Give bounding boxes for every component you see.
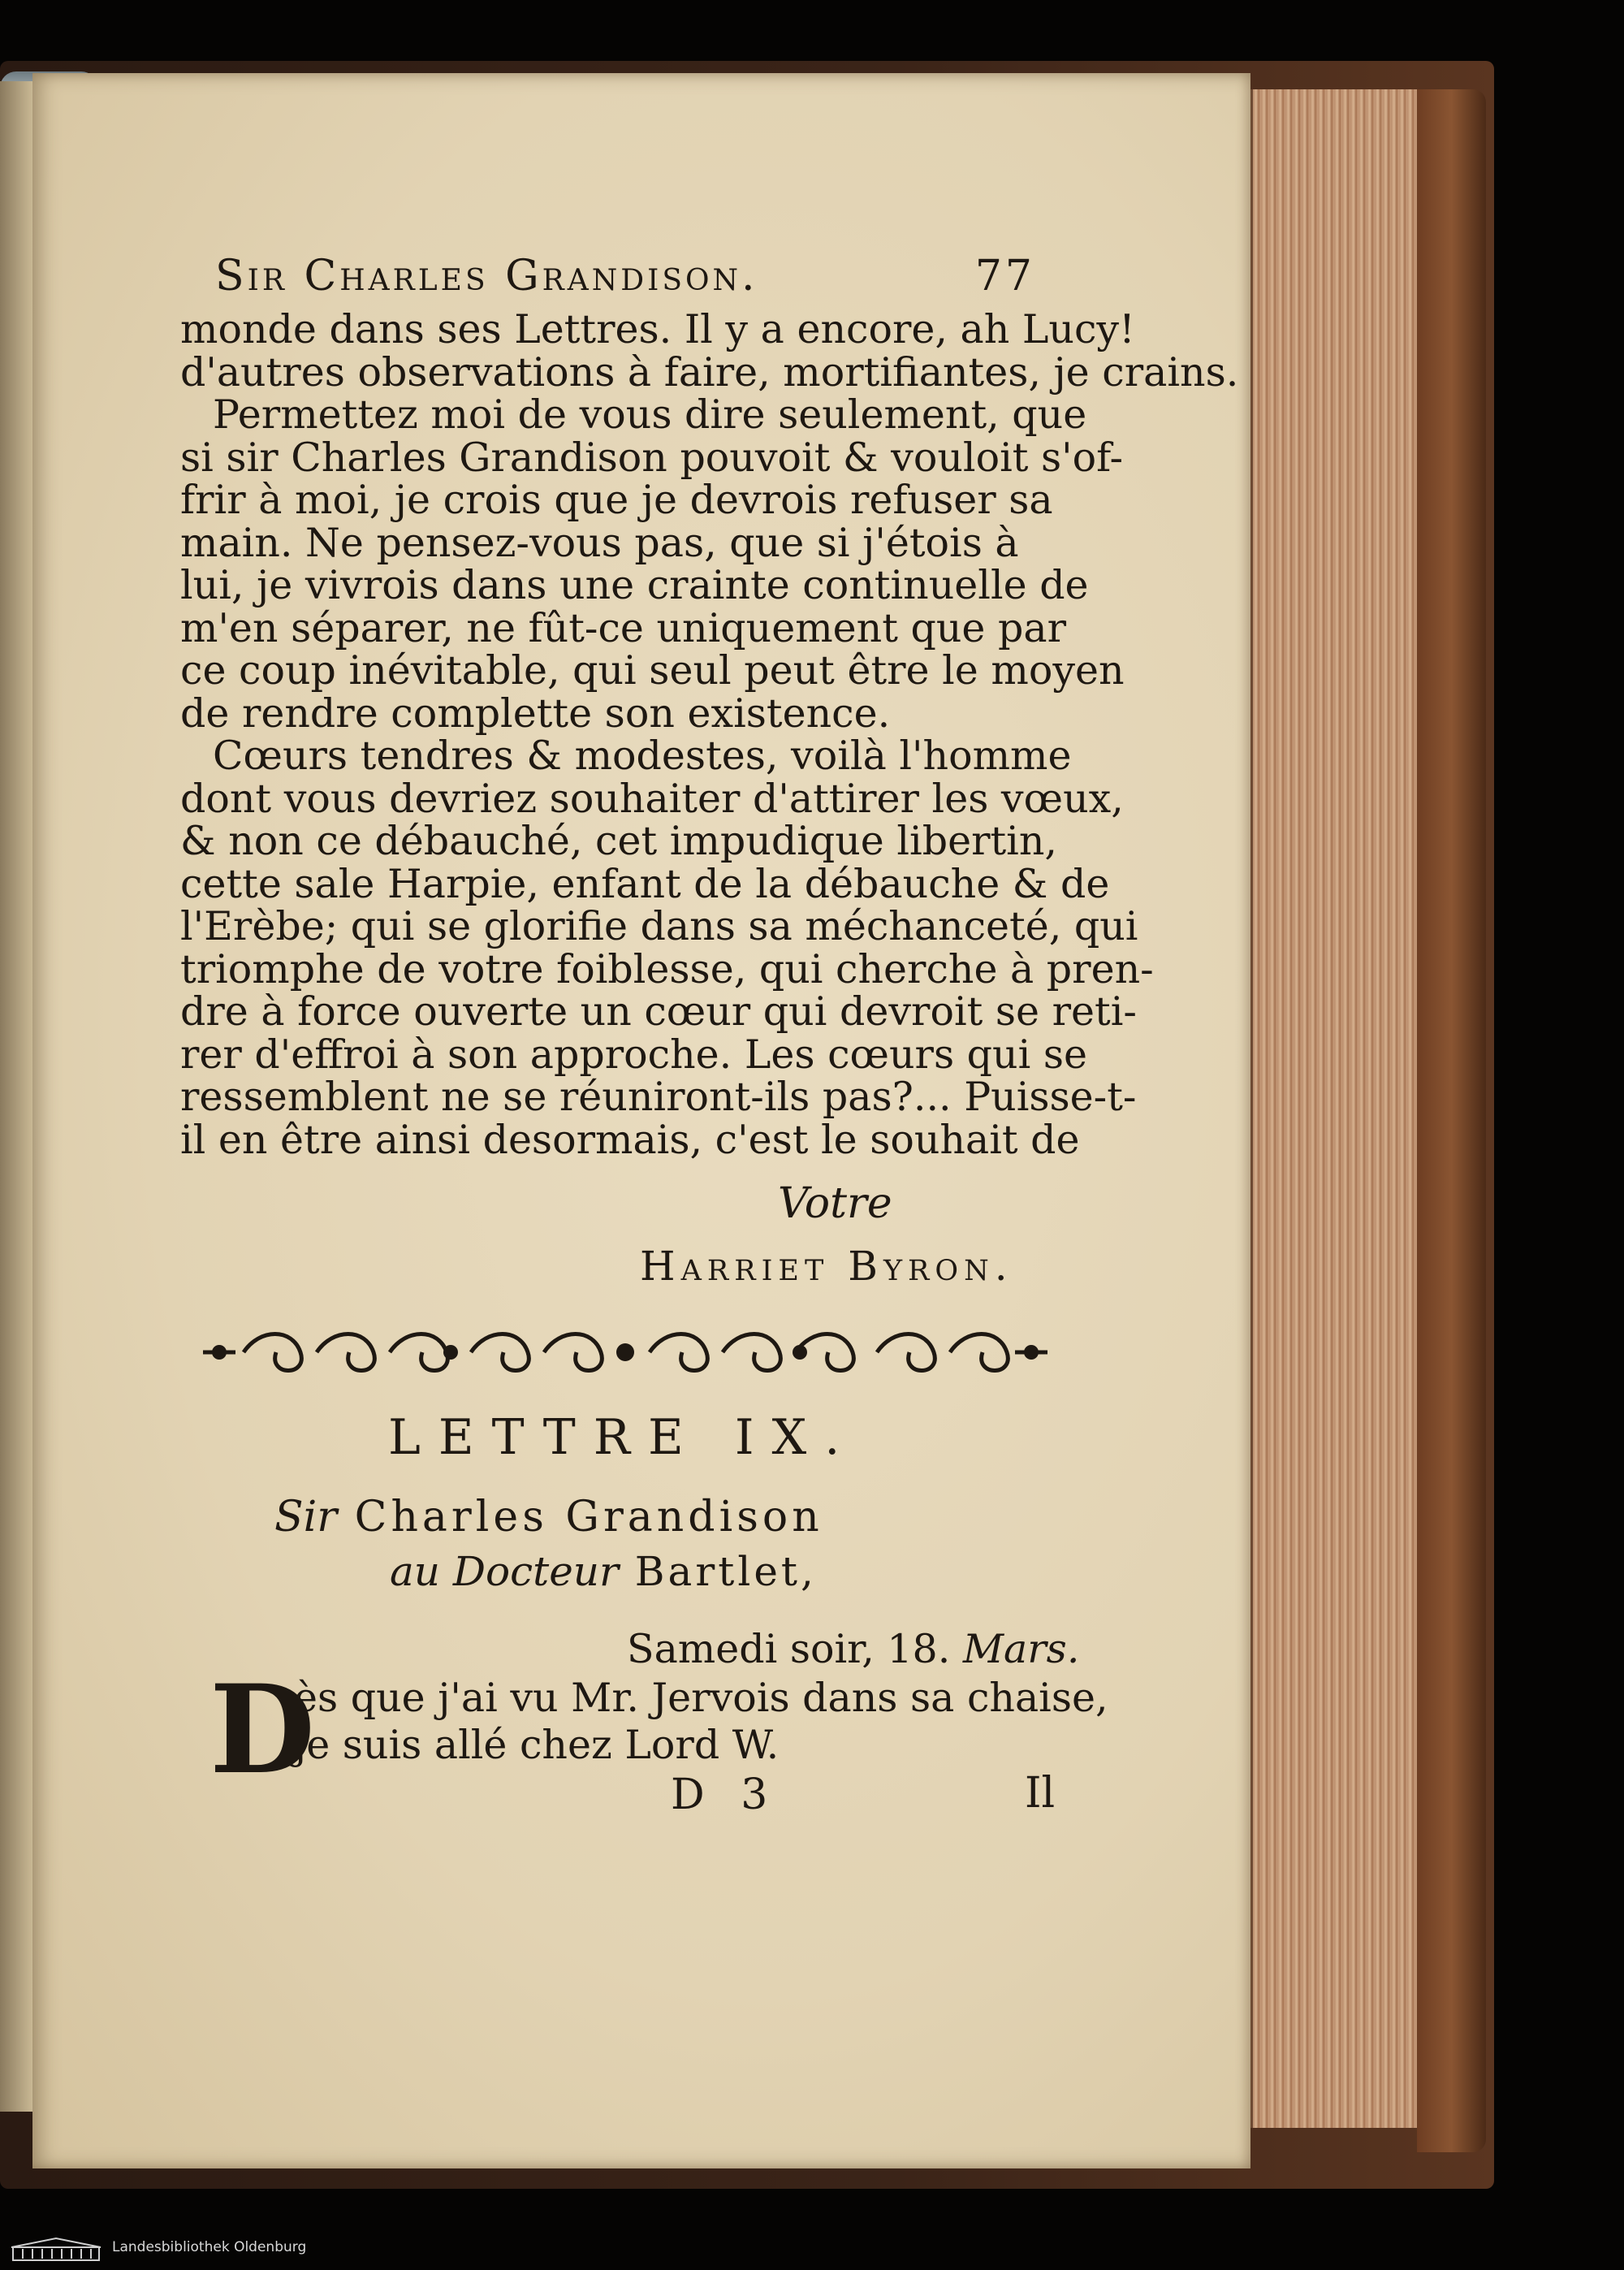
- body-line: Cœurs tendres & modestes, voilà l'homme: [213, 733, 1072, 779]
- body-line: main. Ne pensez-vous pas, que si j'étois à: [180, 519, 1019, 566]
- body-line: triomphe de votre foiblesse, qui cherche à pren-: [180, 945, 1154, 992]
- letter-dateline: [627, 1626, 1079, 1672]
- body-line: rer d'effroi à son approche. Les cœurs qui se: [180, 1031, 1087, 1078]
- letter-body: [180, 306, 1239, 1163]
- gathering-signature-mark: D 3: [671, 1771, 780, 1819]
- opening-line: je suis allé chez Lord W.: [294, 1722, 780, 1768]
- letter-opening: [294, 1675, 1108, 1769]
- catchword: Il: [1025, 1769, 1056, 1818]
- body-line: cette sale Harpie, enfant de la débauche & de: [180, 860, 1110, 907]
- running-head: [215, 252, 1035, 301]
- body-line: monde dans ses Lettres. Il y a encore, ah Lucy!: [180, 306, 1135, 352]
- library-building-icon: [8, 2236, 104, 2264]
- letter-heading: LETTRE IX.: [388, 1409, 858, 1466]
- body-line: ce coup inévitable, qui seul peut être le moyen: [180, 647, 1125, 694]
- recipient-prefix: au Docteur: [390, 1548, 619, 1595]
- opening-line: ès que j'ai vu Mr. Jervois dans sa chaise,: [294, 1675, 1108, 1721]
- letter-recipient: [390, 1548, 817, 1595]
- recipient-name: Bartlet,: [634, 1548, 817, 1595]
- body-line: il en être ainsi desormais, c'est le souhait de: [180, 1116, 1080, 1163]
- dateline-text: Samedi soir, 18.: [627, 1626, 951, 1672]
- body-line: Permettez moi de vous dire seulement, que: [213, 391, 1087, 438]
- body-line: l'Erèbe; qui se glorifie dans sa méchanceté, qui: [180, 903, 1138, 949]
- body-line: lui, je vivrois dans une crainte continuelle de: [180, 562, 1089, 608]
- dateline-month: Mars.: [962, 1626, 1080, 1672]
- cover-board-edge: [1417, 89, 1486, 2152]
- body-line: frir à moi, je crois que je devrois refuser sa: [180, 477, 1053, 523]
- sender-prefix: Sir: [274, 1493, 338, 1541]
- body-line: si sir Charles Grandison pouvoit & vouloit s'of-: [180, 434, 1124, 481]
- body-line: m'en séparer, ne fût-ce uniquement que par: [180, 604, 1066, 651]
- page-number: 77: [974, 252, 1035, 301]
- valediction: Votre: [778, 1179, 892, 1228]
- page-stack-edge: [1250, 89, 1423, 2128]
- ornamental-divider: [195, 1324, 1056, 1381]
- facing-page-edge: [0, 81, 32, 2112]
- body-line: dre à force ouverte un cœur qui devroit se reti-: [180, 988, 1137, 1035]
- running-head-title: Sir Charles Grandison.: [215, 252, 758, 301]
- body-line: de rendre complette son existence.: [180, 690, 891, 737]
- drop-cap: D: [209, 1658, 316, 1801]
- body-line: & non ce débauché, cet impudique libertin,: [180, 818, 1057, 864]
- sender-name: Charles Grandison: [354, 1493, 823, 1541]
- body-line: d'autres observations à faire, mortifiantes, je crains.: [180, 348, 1239, 396]
- letter-signature: Harriet Byron.: [640, 1243, 1013, 1290]
- library-credit: Landesbibliothek Oldenburg: [112, 2239, 307, 2255]
- letter-sender: [274, 1493, 823, 1541]
- body-line: dont vous devriez souhaiter d'attirer les vœux,: [180, 775, 1124, 822]
- body-line: ressemblent ne se réuniront-ils pas?... Puisse-t-: [180, 1074, 1137, 1120]
